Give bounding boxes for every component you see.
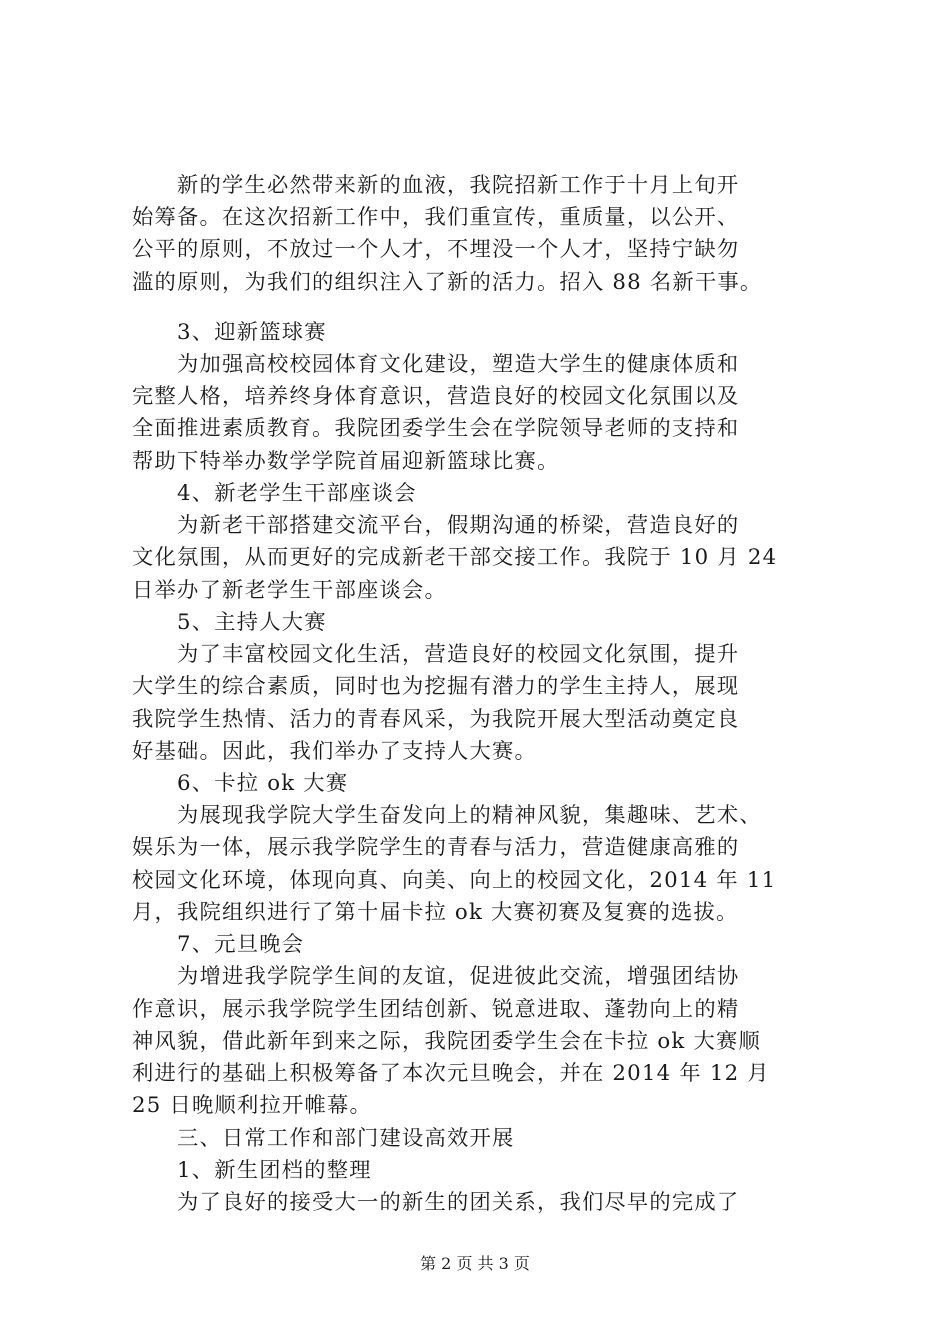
text-line: 娱乐为一体，展示我学院学生的青春与活力，营造健康高雅的 <box>132 835 740 860</box>
text-line: 为新老干部搭建交流平台，假期沟通的桥梁，营造良好的 <box>132 513 740 538</box>
text-line: 滥的原则，为我们的组织注入了新的活力。招入 88 名新干事。 <box>132 270 763 295</box>
text-line: 为展现我学院大学生奋发向上的精神风貌，集趣味、艺术、 <box>132 803 762 828</box>
text-line: 月，我院组织进行了第十届卡拉 ok 大赛初赛及复赛的选拔。 <box>132 900 739 925</box>
text-line: 好基础。因此，我们举办了支持人大赛。 <box>132 739 537 764</box>
text-line: 大学生的综合素质，同时也为挖掘有潜力的学生主持人，展现 <box>132 674 740 699</box>
text-line: 校园文化环境，体现向真、向美、向上的校园文化，2014 年 11 <box>132 868 777 893</box>
text-line: 神风貌，借此新年到来之际，我院团委学生会在卡拉 ok 大赛顺 <box>132 1029 761 1054</box>
text-line: 帮助下特举办数学学院首届迎新篮球比赛。 <box>132 449 560 474</box>
section-heading: 6、卡拉 ok 大赛 <box>132 771 349 796</box>
text-line: 始筹备。在这次招新工作中，我们重宣传，重质量，以公开、 <box>132 205 740 230</box>
section-heading: 5、主持人大赛 <box>132 610 327 635</box>
text-line: 我院学生热情、活力的青春风采，为我院开展大型活动奠定良 <box>132 707 740 732</box>
section-heading: 1、新生团档的整理 <box>132 1158 372 1183</box>
section-heading: 三、日常工作和部门建设高效开展 <box>132 1126 515 1151</box>
text-line: 公平的原则，不放过一个人才，不埋没一个人才，坚持宁缺勿 <box>132 237 740 262</box>
text-line: 为增进我学院学生间的友谊，促进彼此交流，增强团结协 <box>132 964 740 989</box>
text-line: 文化氛围，从而更好的完成新老干部交接工作。我院于 10 月 24 <box>132 545 778 570</box>
page-footer: 第 2 页 共 3 页 <box>420 1254 530 1273</box>
text-line: 新的学生必然带来新的血液，我院招新工作于十月上旬开 <box>132 173 740 198</box>
section-heading: 7、元旦晚会 <box>132 932 305 957</box>
section-heading: 4、新老学生干部座谈会 <box>132 481 417 506</box>
text-line: 作意识，展示我学院学生团结创新、锐意进取、蓬勃向上的精 <box>132 997 740 1022</box>
section-heading: 3、迎新篮球赛 <box>132 320 327 345</box>
text-line: 日举办了新老学生干部座谈会。 <box>132 578 447 603</box>
text-line: 为了良好的接受大一的新生的团关系，我们尽早的完成了 <box>132 1190 740 1215</box>
text-line: 为加强高校校园体育文化建设，塑造大学生的健康体质和 <box>132 352 740 377</box>
text-line: 完整人格，培养终身体育意识，营造良好的校园文化氛围以及 <box>132 384 740 409</box>
text-line: 为了丰富校园文化生活，营造良好的校园文化氛围，提升 <box>132 642 740 667</box>
text-line: 25 日晚顺利拉开帷幕。 <box>132 1093 372 1118</box>
text-line: 利进行的基础上积极筹备了本次元旦晚会，并在 2014 年 12 月 <box>132 1061 770 1086</box>
text-line: 全面推进素质教育。我院团委学生会在学院领导老师的支持和 <box>132 416 740 441</box>
